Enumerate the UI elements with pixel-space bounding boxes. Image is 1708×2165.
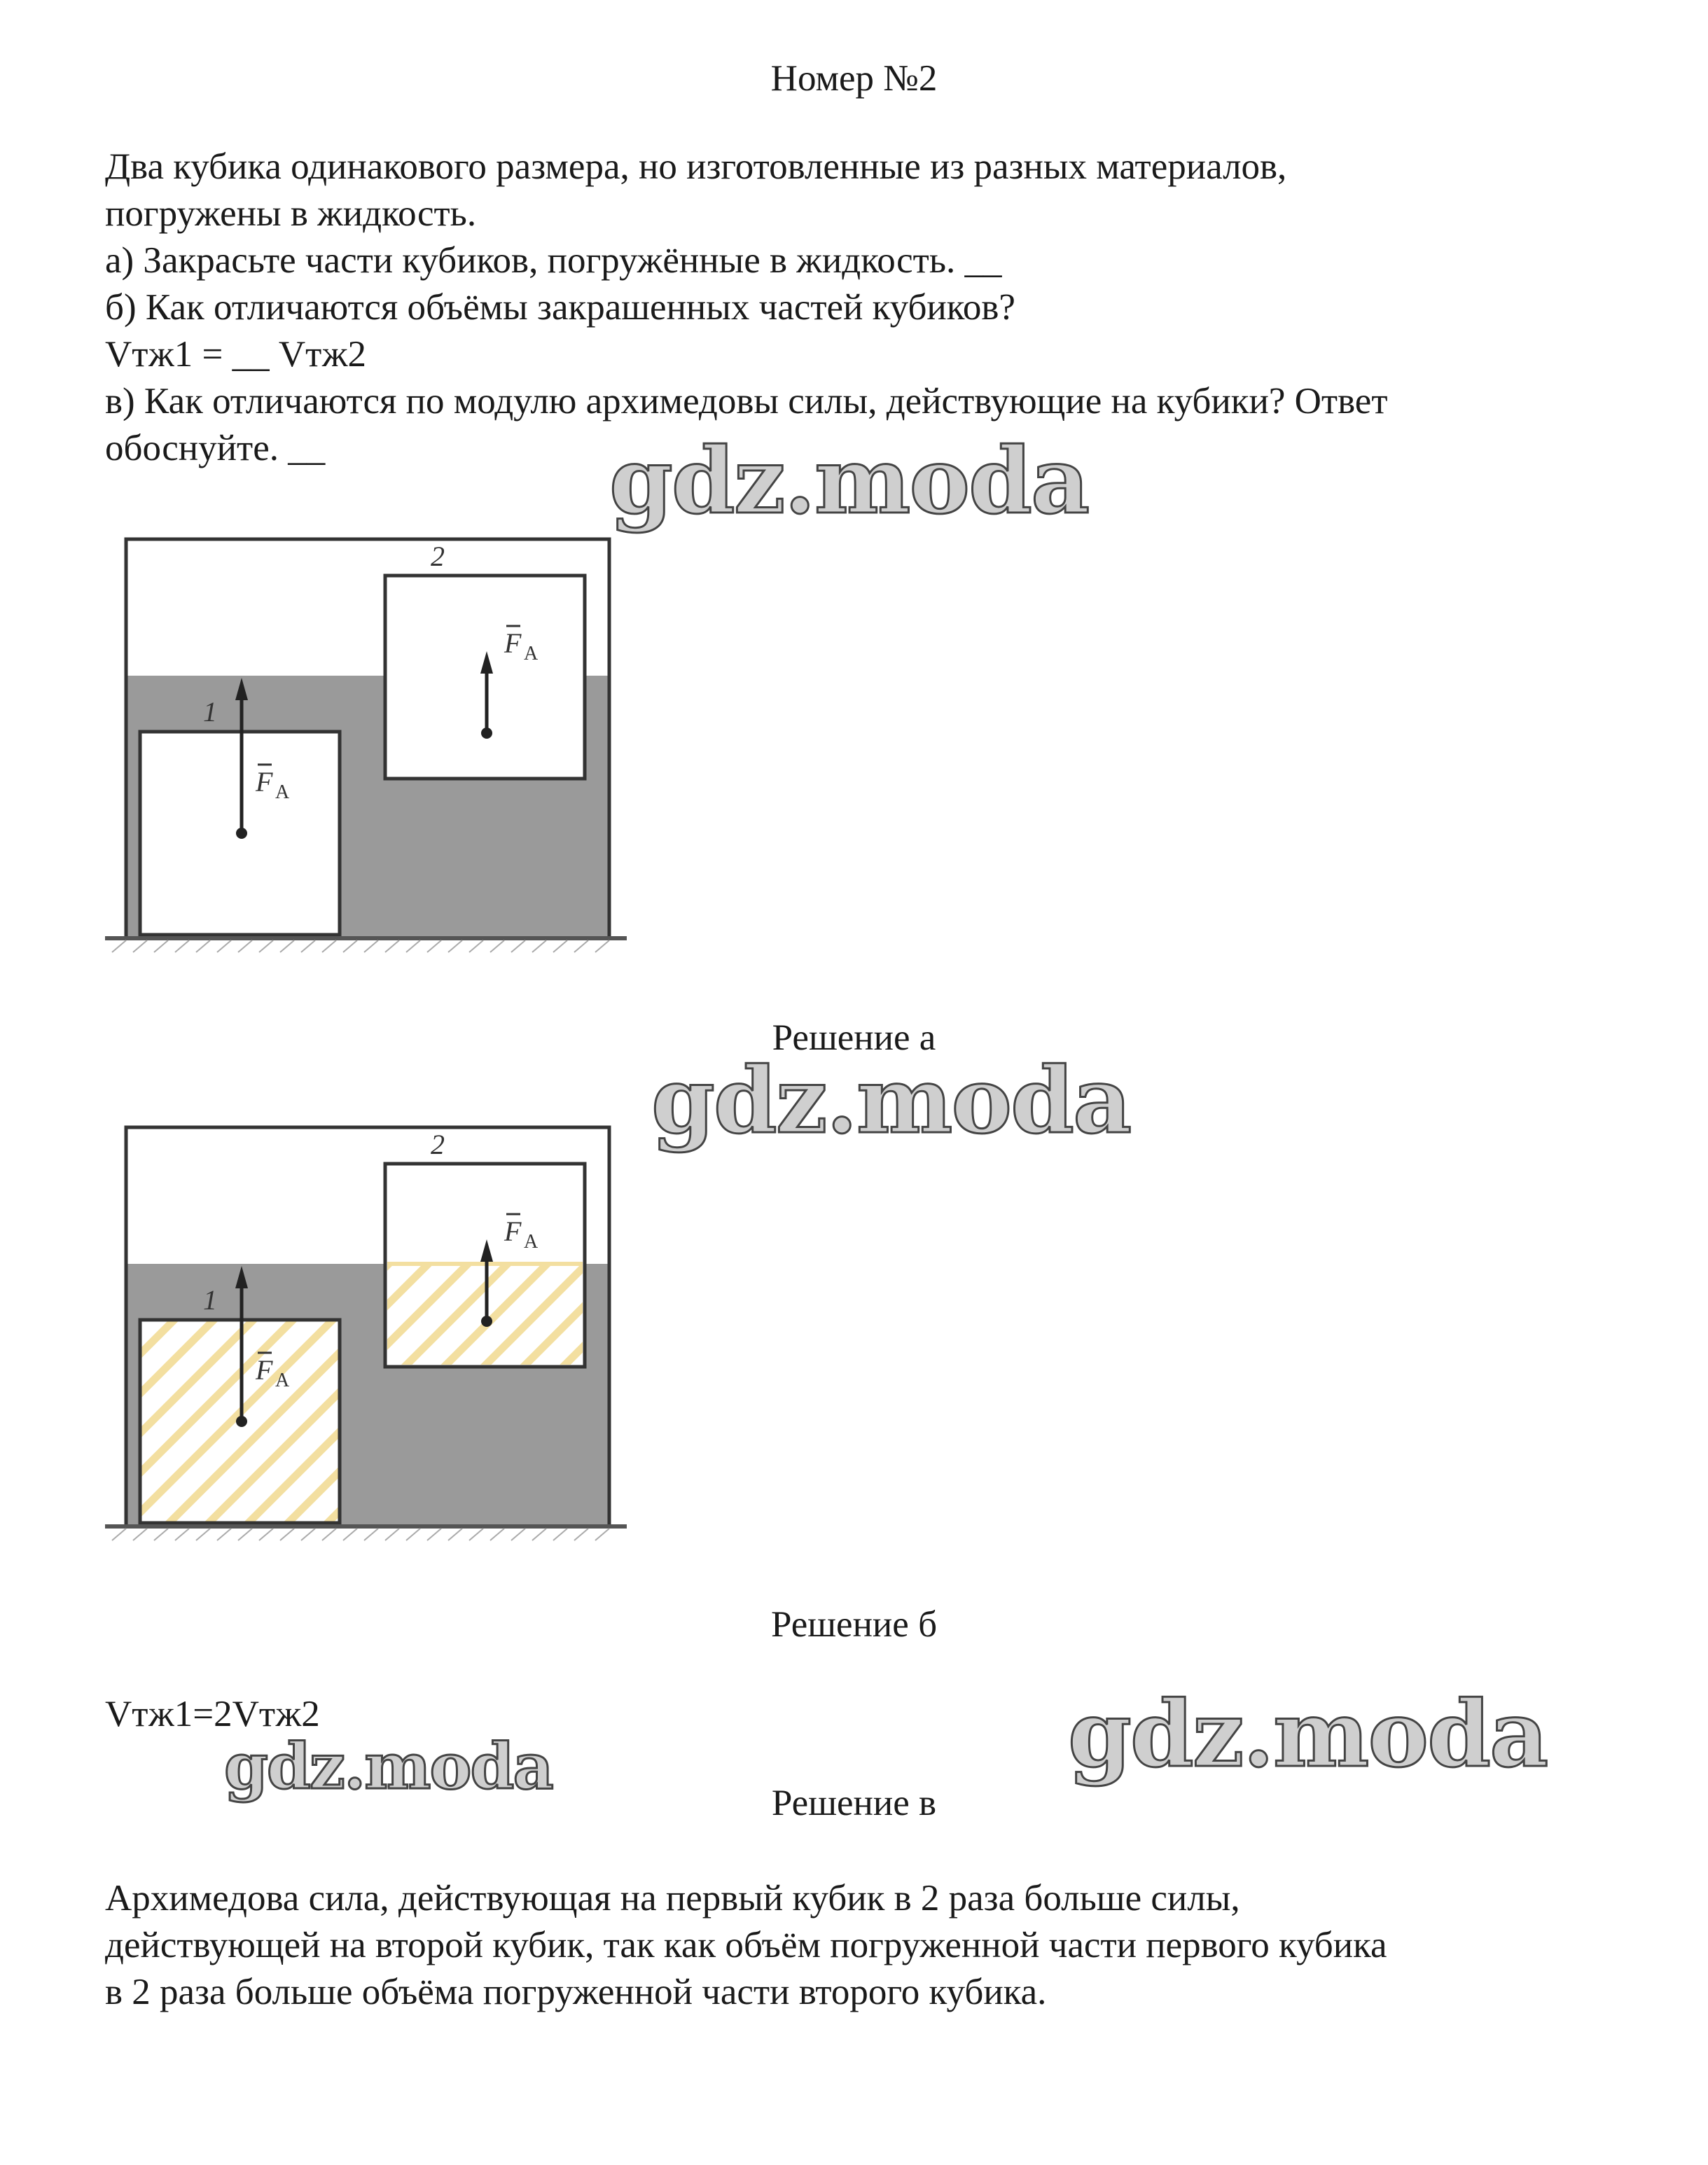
figure-solution-a [105, 1106, 637, 1561]
solution-c-label: Решение в [771, 1783, 937, 1823]
force-subscript-2: A [524, 1231, 539, 1253]
task-line: б) Как отличаются объёмы закрашенных частей кубиков? [105, 287, 1015, 328]
task-line: Vтж1 = __ Vтж2 [105, 334, 367, 375]
cube-2-label: 2 [431, 541, 445, 572]
force-subscript-1: A [275, 781, 290, 803]
floor-hatching [112, 1529, 609, 1540]
force-label-1: F [256, 1354, 273, 1386]
task-line: Два кубика одинакового размера, но изготовленные из разных материалов, [105, 146, 1287, 187]
solution-line: в 2 раза больше объёма погруженной части второго кубика. [105, 1972, 1047, 2012]
force-label-1: F [256, 766, 273, 798]
force-point [481, 728, 492, 739]
force-point [236, 1416, 247, 1427]
cube-2-label: 2 [431, 1129, 445, 1160]
task-line: в) Как отличаются по модулю архимедовы силы, действующие на кубики? Ответ [105, 381, 1388, 422]
force-label-2: F [504, 1216, 522, 1247]
watermark-logo: gdz.moda [609, 427, 1089, 534]
task-line: погружены в жидкость. [105, 193, 477, 234]
figure-original [105, 518, 637, 973]
page-title: Номер №2 [770, 58, 938, 99]
watermark-logo: gdz.moda [1068, 1680, 1548, 1788]
task-line: а) Закрасьте части кубиков, погружённые в жидкость. __ [105, 240, 1002, 281]
solution-line: действующей на второй кубик, так как объём погруженной части первого кубика [105, 1925, 1387, 1965]
solution-line: Архимедова сила, действующая на первый кубик в 2 раза больше силы, [105, 1878, 1240, 1919]
force-subscript-1: A [275, 1370, 290, 1391]
force-point [236, 828, 247, 839]
cube-1-label: 1 [203, 696, 217, 728]
floor-hatching [112, 940, 609, 952]
solution-b-answer: Vтж1=2Vтж2 [105, 1694, 320, 1734]
watermark-logo: gdz.moda [224, 1729, 553, 1804]
solution-b-label: Решение б [770, 1604, 938, 1645]
task-text [105, 144, 1611, 472]
task-line: обоснуйте. __ [105, 428, 326, 468]
force-point [481, 1316, 492, 1327]
solution-c-text [105, 1875, 1646, 2016]
force-label-2: F [504, 627, 522, 659]
force-subscript-2: A [524, 643, 539, 664]
watermark-logo: gdz.moda [651, 1047, 1131, 1154]
cube-1-label: 1 [203, 1284, 217, 1316]
solution-a-label: Решение а [772, 1017, 936, 1058]
